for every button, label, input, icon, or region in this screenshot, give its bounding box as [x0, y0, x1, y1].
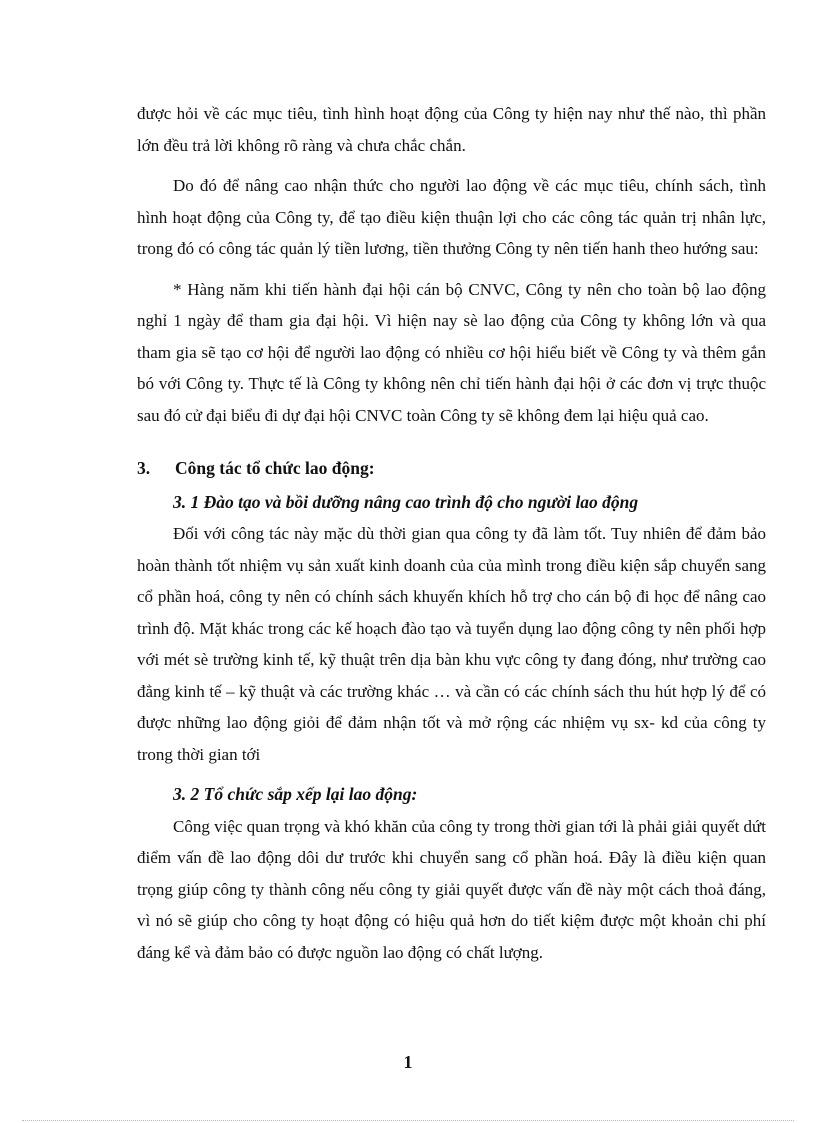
paragraph-training: Đối với công tác này mặc dù thời gian qua công ty đã làm tốt. Tuy nhiên để đảm bảo hoàn thành tốt nhiệm vụ sản xuất kinh doanh của của mình trong điều kiện sắp chuyển sang cổ phần hoá, công ty nên có chính sách khuyến khích hỗ trợ cho cán bộ đi học để nâng cao trình độ. Mặt khác trong các kế hoạch đào tạo và tuyển dụng lao động công ty nên phối hợp với mét sè trường kinh tế, kỹ thuật trên dịa bàn khu vực công ty đang đóng, như trường cao đẳng kinh tế – kỹ thuật và các trường khác … và cần có các chính sách thu hút hợp lý để có được những lao động giỏi để đảm nhận tốt và mở rộng các nhiệm vụ sx- kd của công ty trong thời gian tới	[137, 524, 766, 764]
paragraph-continued: được hỏi về các mục tiêu, tình hình hoạt động của Công ty hiện nay như thế nào, thì phần lớn đều trả lời không rõ ràng và chưa chắc chắn.	[137, 104, 766, 155]
paragraph-bullet-annual-meeting: * Hàng năm khi tiến hành đại hội cán bộ CNVC, Công ty nên cho toàn bộ lao động nghỉ 1 ngày để tham gia đại hội. Vì hiện nay sè lao động của Công ty không lớn và qua tham gia sẽ tạo cơ hội để người lao động có nhiều cơ hội hiểu biết về Công ty và thêm gắn bó với Công ty. Thực tế là Công ty không nên chỉ tiến hành đại hội ở các đơn vị trực thuộc sau đó cử đại biểu đi dự đại hội CNVC toàn Công ty sẽ không đem lại hiệu quả cao.	[137, 279, 766, 425]
section-title: Công tác tổ chức lao động:	[175, 458, 375, 478]
page-content	[137, 98, 766, 977]
page-bottom-divider	[22, 1120, 794, 1121]
section-heading-3	[137, 453, 766, 485]
subheading-3-1: 3. 1 Đào tạo và bồi dưỡng nâng cao trình độ cho người lao động	[173, 491, 639, 512]
page-number: 1	[403, 1052, 413, 1072]
subheading-3-2: 3. 2 Tổ chức sắp xếp lại lao động:	[173, 784, 418, 804]
section-number: 3.	[137, 458, 151, 478]
paragraph-reorganization: Công việc quan trọng và khó khăn của công ty trong thời gian tới là phải giải quyết dứt điểm vấn đề lao động dôi dư trước khi chuyển sang cổ phần hoá. Đây là điều kiện quan trọng giúp công ty thành công nếu công ty giải quyết được vấn đề này một cách thoả đáng, vì nó sẽ giúp cho công ty hoạt động có hiệu quả hơn do tiết kiệm được một khoản chi phí đáng kể và đảm bảo có được nguồn lao động có chất lượng.	[137, 816, 766, 962]
paragraph-awareness: Do đó để nâng cao nhận thức cho người lao động về các mục tiêu, chính sách, tình hình hoạt động của Công ty, để tạo điều kiện thuận lợi cho các công tác quản trị nhân lực, trong đó có công tác quản lý tiền lương, tiền thưởng Công ty nên tiến hanh theo hướng sau:	[137, 176, 766, 258]
